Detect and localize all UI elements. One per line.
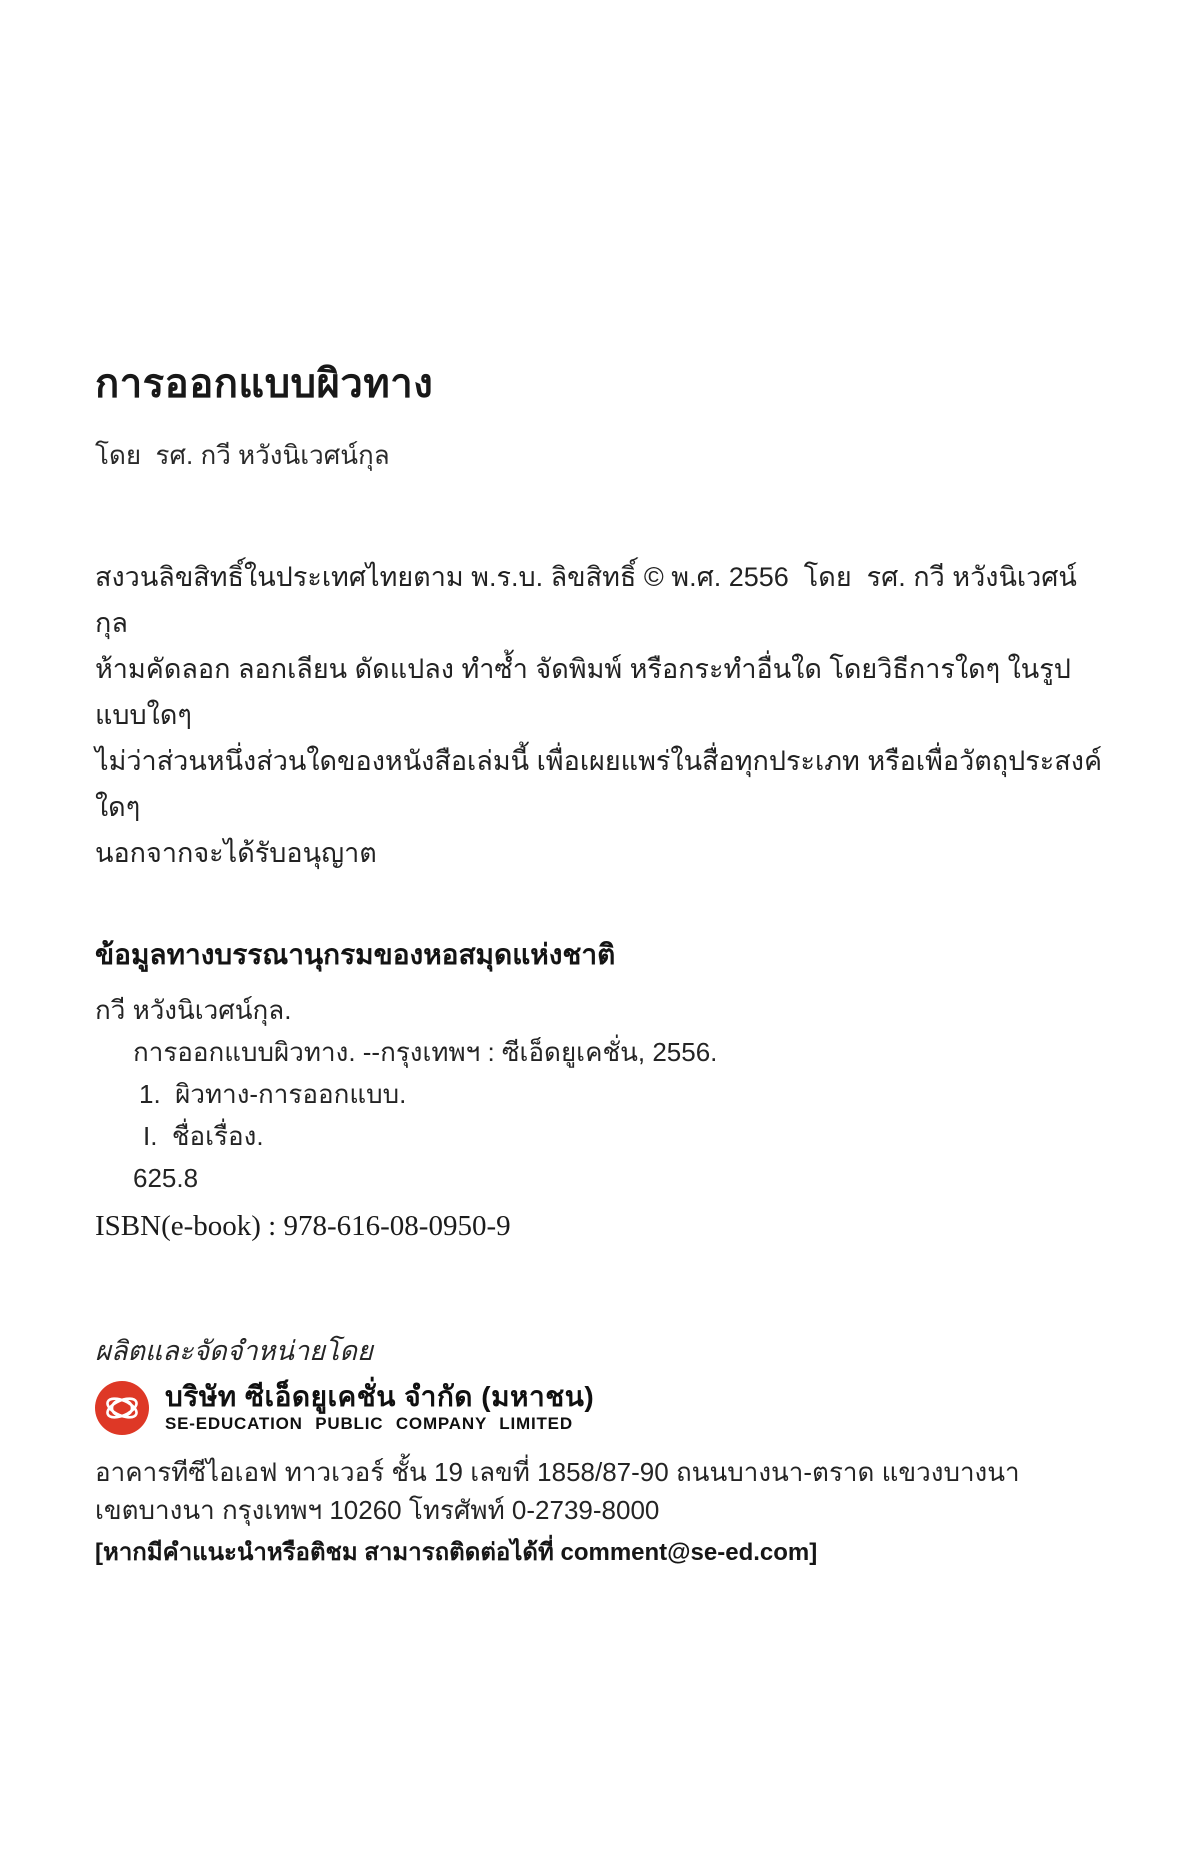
bibliography-title-entry: I. ชื่อเรื่อง. bbox=[143, 1121, 264, 1151]
produced-by-label: ผลิตและจัดจำหน่ายโดย bbox=[95, 1336, 373, 1366]
publisher-name-thai: บริษัท ซีเอ็ดยูเคชั่น จำกัด (มหาชน) bbox=[165, 1381, 595, 1412]
author-byline: โดย รศ. กวี หวังนิเวศน์กุล bbox=[95, 440, 390, 470]
copyright-line: ไม่ว่าส่วนหนึ่งส่วนใดของหนังสือเล่มนี้ เพื่อเผยแพร่ในสื่อทุกประเภท หรือเพื่อวัตถุประสงค์ใดๆ bbox=[95, 746, 1103, 822]
se-ed-logo-icon bbox=[95, 1381, 149, 1435]
address-line: อาคารทีซีไอเอฟ ทาวเวอร์ ชั้น 19 เลขที่ 1858/87-90 ถนนบางนา-ตราด แขวงบางนา bbox=[95, 1457, 1020, 1487]
copyright-notice bbox=[95, 554, 1106, 876]
address-line: เขตบางนา กรุงเทพฯ 10260 โทรศัพท์ 0-2739-8000 bbox=[95, 1495, 660, 1525]
bibliography-subject-entry: 1. ผิวทาง-การออกแบบ. bbox=[139, 1079, 407, 1109]
bibliography-author: กวี หวังนิเวศน์กุล. bbox=[95, 995, 292, 1025]
copyright-line: นอกจากจะได้รับอนุญาต bbox=[95, 838, 377, 868]
isbn-line: ISBN(e-book) : 978-616-08-0950-9 bbox=[95, 1210, 511, 1242]
publisher-section bbox=[95, 1333, 1106, 1569]
bibliography-title-imprint: การออกแบบผิวทาง. --กรุงเทพฯ : ซีเอ็ดยูเคชั่น, 2556. bbox=[133, 1037, 718, 1067]
bibliography-heading: ข้อมูลทางบรรณานุกรมของหอสมุดแห่งชาติ bbox=[95, 940, 616, 971]
bibliography-ddc-number: 625.8 bbox=[133, 1163, 199, 1193]
publisher-name-english: SE-EDUCATION PUBLIC COMPANY LIMITED bbox=[165, 1414, 573, 1433]
copyright-line: สงวนลิขสิทธิ์ในประเทศไทยตาม พ.ร.บ. ลิขสิทธิ์ © พ.ศ. 2556 โดย รศ. กวี หวังนิเวศน์กุล bbox=[95, 562, 1077, 638]
publisher-identity-row bbox=[95, 1381, 1106, 1435]
copyright-line: ห้ามคัดลอก ลอกเลียน ดัดแปลง ทำซ้ำ จัดพิมพ์ หรือกระทำอื่นใด โดยวิธีการใดๆ ในรูปแบบใดๆ bbox=[95, 654, 1071, 730]
publisher-address bbox=[95, 1453, 1106, 1529]
feedback-contact-note: [หากมีคำแนะนำหรือติชม สามารถติดต่อได้ที่ comment@se-ed.com] bbox=[95, 1539, 818, 1566]
publisher-names bbox=[165, 1381, 594, 1435]
bibliography-block bbox=[95, 989, 1106, 1199]
book-title: การออกแบบผิวทาง bbox=[95, 362, 434, 406]
